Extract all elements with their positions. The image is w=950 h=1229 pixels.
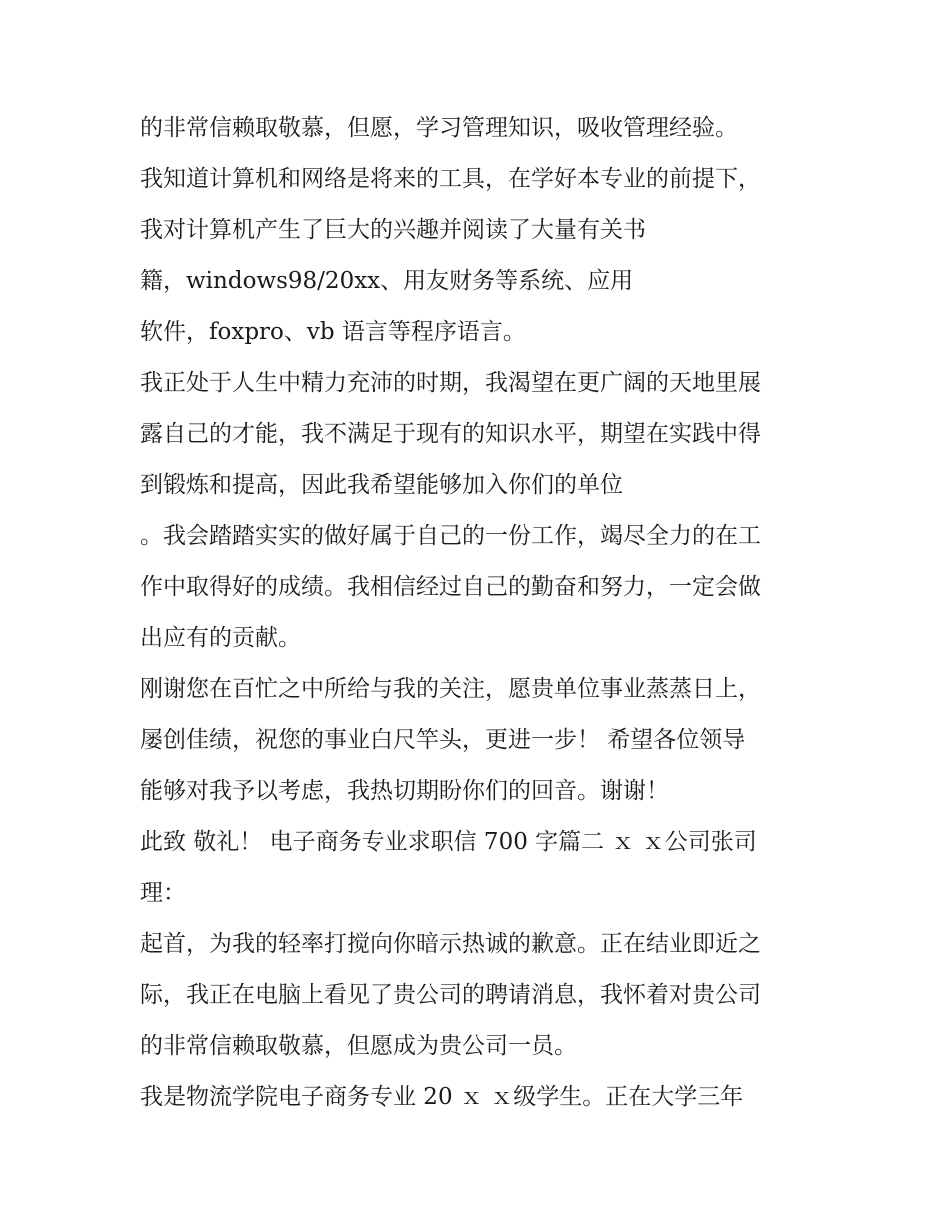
text-line: 露自己的才能，我不满足于现有的知识水平，期望在实践中得 (140, 421, 761, 447)
text-line: 籍，windows98/20xx、用友财务等系统、应用 (140, 268, 634, 294)
text-line: 屡创佳绩，祝您的事业白尺竿头，更进一步！ 希望各位领导 (140, 727, 746, 753)
text-line: 。我会踏踏实实的做好属于自己的一份工作，竭尽全力的在工 (140, 523, 761, 549)
text-line: 软件，foxpro、vb 语言等程序语言。 (140, 319, 526, 345)
text-line: 作中取得好的成绩。我相信经过自己的勤奋和努力，一定会做 (140, 574, 761, 600)
text-line: 际，我正在电脑上看见了贵公司的聘请消息，我怀着对贵公司 (140, 982, 761, 1008)
text-line: 我是物流学院电子商务专业 20 ｘ ｘ级学生。正在大学三年 (140, 1084, 744, 1110)
text-line: 我知道计算机和网络是将来的工具，在学好本专业的前提下， (140, 166, 761, 192)
text-line: 刚谢您在百忙之中所给与我的关注，愿贵单位事业蒸蒸日上， (140, 676, 761, 702)
text-line: 的非常信赖取敬慕，但愿成为贵公司一员。 (140, 1033, 577, 1059)
text-line: 起首，为我的轻率打搅向你暗示热诚的歉意。正在结业即近之 (140, 931, 761, 957)
text-line: 此致 敬礼！ 电子商务专业求职信 700 字篇二 ｘ ｘ公司张司 (140, 829, 757, 855)
text-line: 出应有的贡献。 (140, 625, 301, 651)
text-line: 的非常信赖取敬慕，但愿，学习管理知识，吸收管理经验。 (140, 115, 738, 141)
text-line: 我正处于人生中精力充沛的时期，我渴望在更广阔的天地里展 (140, 370, 761, 396)
text-line: 我对计算机产生了巨大的兴趣并阅读了大量有关书 (140, 217, 646, 243)
text-line: 理： (140, 880, 186, 906)
text-line: 能够对我予以考虑，我热切期盼你们的回音。谢谢！ (140, 778, 669, 804)
text-line: 到锻炼和提高，因此我希望能够加入你们的单位 (140, 472, 623, 498)
